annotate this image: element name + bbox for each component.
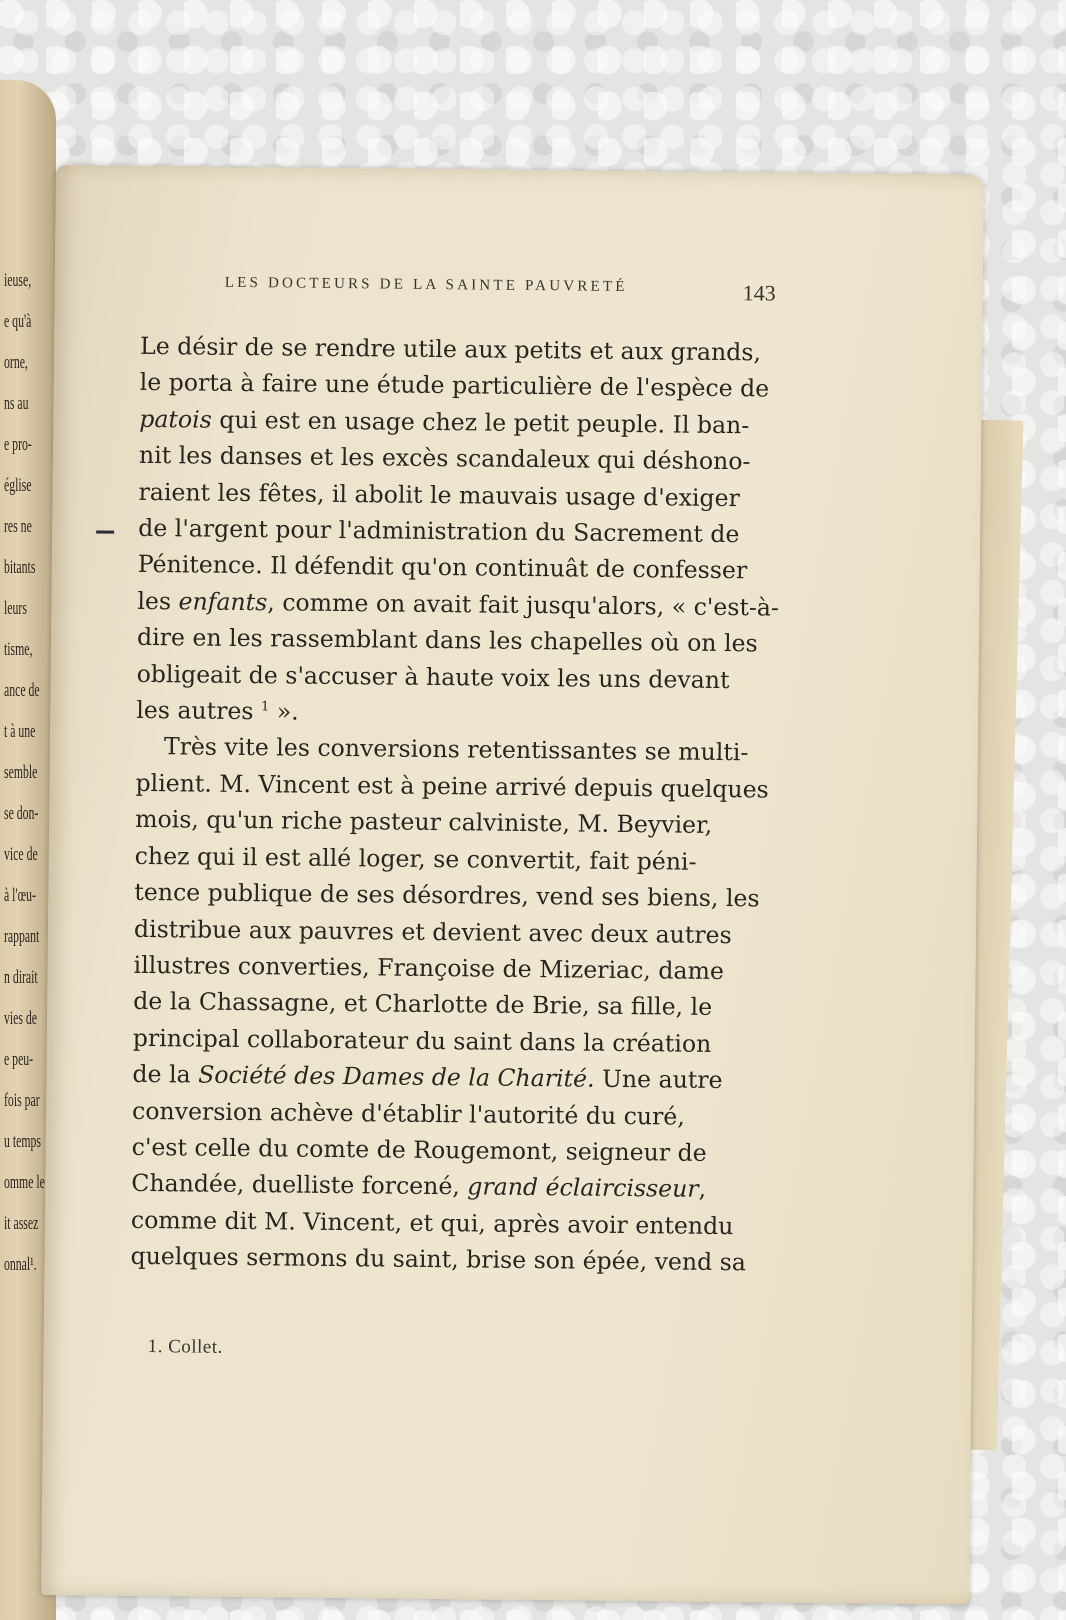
text-line: de la Chassagne, et Charlotte de Brie, sa fille, le bbox=[133, 987, 713, 1022]
text-fragment: Chandée, duelliste forcené, bbox=[131, 1169, 468, 1201]
text-fragment: Une autre bbox=[594, 1064, 723, 1095]
left-page-fragment: rappant bbox=[4, 926, 40, 947]
text-line: le porta à faire une étude particulière de l'espèce de bbox=[139, 368, 770, 403]
text-line: de l'argent pour l'administration du Sacrement de bbox=[138, 513, 740, 549]
text-line: comme dit M. Vincent, et qui, après avoir entendu bbox=[130, 1205, 734, 1240]
text-line: dire en les rassemblant dans les chapelles où on les bbox=[136, 623, 758, 658]
left-page-fragment: orne, bbox=[4, 352, 28, 373]
right-page bbox=[41, 165, 984, 1605]
left-page-fragment: n dirait bbox=[4, 967, 38, 988]
left-page-fragment: res ne bbox=[4, 516, 32, 537]
left-page-fragment: leurs bbox=[4, 598, 27, 619]
left-page-fragment: se don- bbox=[4, 803, 39, 824]
body-text bbox=[130, 328, 812, 1282]
text-fragment: les bbox=[137, 586, 179, 616]
text-line: tence publique de ses désordres, vend ses biens, les bbox=[134, 877, 760, 913]
text-line: principal collaborateur du saint dans la création bbox=[132, 1023, 712, 1058]
text-line: plient. M. Vincent est à peine arrivé depuis quelques bbox=[135, 768, 769, 804]
left-page-fragment: ance de bbox=[4, 680, 40, 701]
left-page-fragment: bitants bbox=[4, 557, 36, 578]
text-fragment: les autres bbox=[136, 695, 262, 726]
left-page-fragment: semble bbox=[4, 762, 38, 783]
left-page-fragment: tisme, bbox=[4, 639, 33, 660]
left-page-fragment: onnal¹. bbox=[4, 1254, 37, 1275]
italic-term: grand éclaircisseur bbox=[467, 1172, 699, 1204]
text-fragment: , bbox=[698, 1175, 707, 1204]
text-fragment: , comme on avait fait jusqu'alors, « c'est-à- bbox=[267, 588, 780, 622]
text-line: conversion achève d'établir l'autorité du curé, bbox=[131, 1096, 685, 1131]
left-page-fragment: t à une bbox=[4, 721, 36, 742]
pencil-mark bbox=[96, 530, 114, 533]
left-page-fragment: u temps bbox=[4, 1131, 41, 1152]
footnote: 1. Collet. bbox=[147, 1336, 223, 1358]
italic-term: enfants bbox=[178, 587, 268, 617]
text-line: raient les fêtes, il abolit le mauvais usage d'exiger bbox=[138, 477, 741, 512]
text-line: Le désir de se rendre utile aux petits et aux grands, bbox=[139, 331, 762, 367]
text-line: distribue aux pauvres et devient avec deux autres bbox=[133, 914, 732, 949]
left-page-fragment: vice de bbox=[4, 844, 38, 865]
text-fragment: de la bbox=[132, 1059, 199, 1089]
left-page-fragment: it assez bbox=[4, 1213, 39, 1234]
left-page-fragment: e qu'à bbox=[4, 311, 32, 332]
text-line: c'est celle du comte de Rougemont, seigneur de bbox=[131, 1132, 707, 1167]
left-page-fragment: ns au bbox=[4, 393, 29, 414]
left-page-fragment: fois par bbox=[4, 1090, 40, 1111]
left-page-fragment: e peu- bbox=[4, 1049, 34, 1070]
running-head: LES DOCTEURS DE LA SAINTE PAUVRETÉ bbox=[224, 274, 628, 295]
text-line: quelques sermons du saint, brise son épée, vend sa bbox=[130, 1241, 747, 1277]
left-page-fragment: e pro- bbox=[4, 434, 32, 455]
text-line: Très vite les conversions retentissantes se multi- bbox=[163, 732, 749, 767]
text-line: Pénitence. Il défendit qu'on continuât de confesser bbox=[137, 550, 748, 585]
text-line: illustres converties, Françoise de Mizeriac, dame bbox=[133, 950, 725, 985]
left-page-fragment: à l'œu- bbox=[4, 885, 36, 906]
text-fragment: ». bbox=[269, 697, 299, 726]
left-page-fragment: ieuse, bbox=[4, 270, 32, 291]
left-page-fragment: église bbox=[4, 475, 32, 496]
italic-term: patois bbox=[139, 404, 213, 434]
text-line: chez qui il est allé loger, se convertit, fait péni- bbox=[134, 841, 697, 876]
left-page-fragment: omme le bbox=[4, 1172, 45, 1193]
text-line: obligeait de s'accuser à haute voix les uns devant bbox=[136, 659, 730, 694]
text-line: mois, qu'un riche pasteur calviniste, M. Beyvier, bbox=[135, 805, 713, 840]
left-page-fragment: vies de bbox=[4, 1008, 38, 1029]
text-fragment: qui est en usage chez le petit peuple. Il ban- bbox=[211, 405, 750, 440]
italic-term: Société des Dames de la Charité. bbox=[198, 1060, 595, 1093]
text-line: nit les danses et les excès scandaleux qui déshono- bbox=[138, 441, 751, 476]
page-number: 143 bbox=[742, 280, 776, 306]
footnote-ref: 1 bbox=[260, 699, 270, 715]
